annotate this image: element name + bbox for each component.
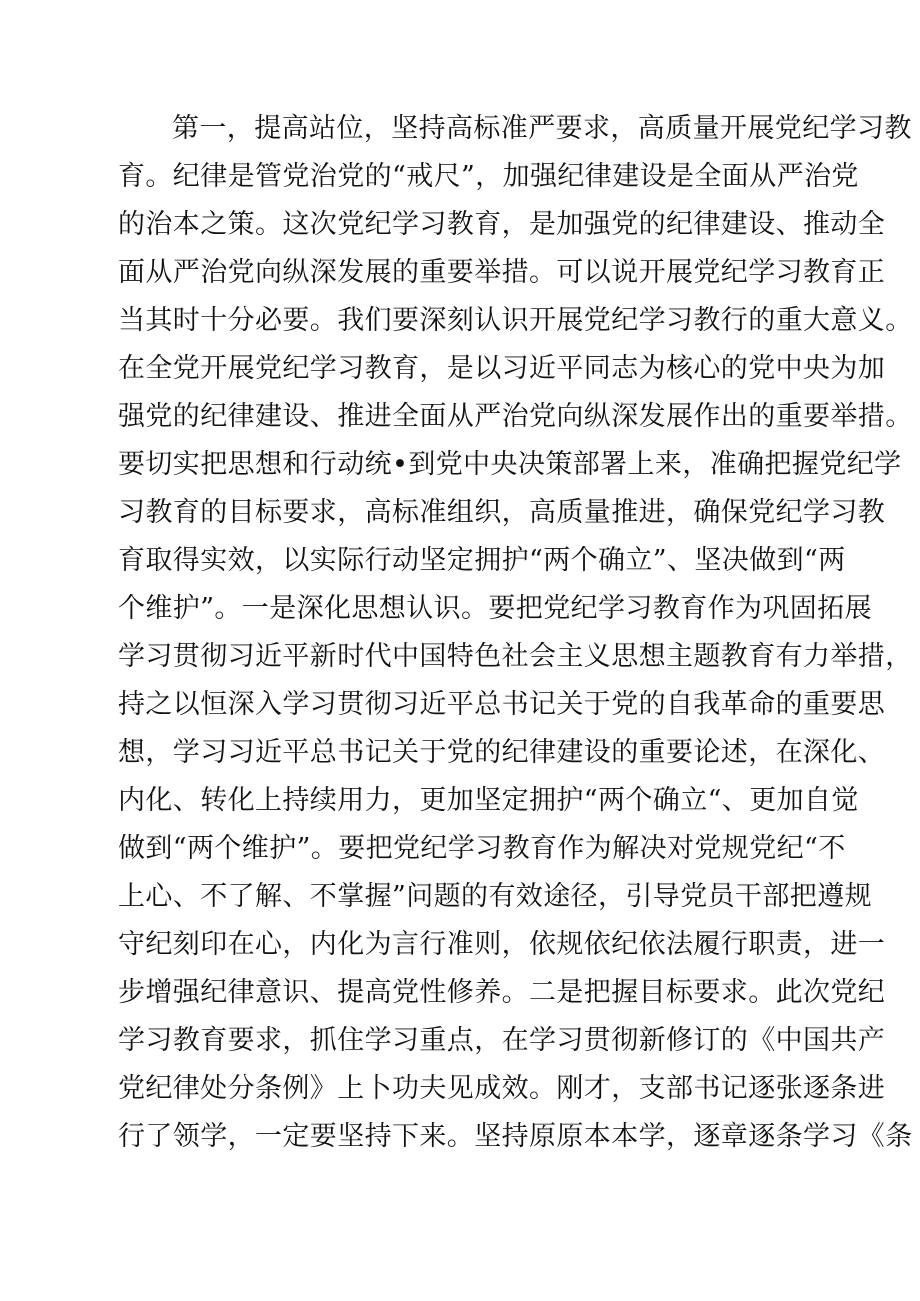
paragraph-line-20: 学习教育要求，抓住学习重点，在学习贯彻新修订的《中国共产 <box>118 1025 886 1056</box>
paragraph-line-8: 要切实把思想和行动统•到党中央决策部署上来，准确把握党纪学 <box>118 449 902 480</box>
paragraph-line-6: 在全党开展党纪学习教育，是以习近平同志为核心的党中央为加 <box>118 353 886 384</box>
paragraph-line-5: 当其时十分必要。我们要深刻认识开展党纪学习教行的重大意义。 <box>118 305 913 336</box>
paragraph-line-17: 上心、不了解、不掌握”问题的有效途径，引导党员干部把遵规 <box>118 881 873 912</box>
paragraph-line-4: 面从严治党向纵深发展的重要举措。可以说开展党纪学习教育正 <box>118 257 886 288</box>
paragraph-line-15: 内化、转化上持续用力，更加坚定拥护“两个确立“、更加自觉 <box>118 785 859 816</box>
paragraph-line-7: 强党的纪律建设、推进全面从严治党向纵深发展作出的重要举措。 <box>118 401 913 432</box>
paragraph-line-1: 第一，提高站位，坚持高标准严要求，高质量开展党纪学习教 <box>172 113 912 144</box>
paragraph-line-11: 个维护”。一是深化思想认识。要把党纪学习教育作为巩固拓展 <box>118 593 873 624</box>
paragraph-line-18: 守纪刻印在心，内化为言行准则，依规依纪依法履行职责，进一 <box>118 929 886 960</box>
paragraph-line-22: 行了领学，一定要坚持下来。坚持原原本本学，逐章逐条学习《条 <box>118 1121 913 1152</box>
paragraph-line-9: 习教育的目标要求，高标准组织，高质量推进，确保党纪学习教 <box>118 497 886 528</box>
paragraph-line-13: 持之以恒深入学习贯彻习近平总书记关于党的自我革命的重要思 <box>118 689 886 720</box>
paragraph-line-21: 党纪律处分条例》上卜功夫见成效。刚才，支部书记逐张逐条进 <box>118 1073 886 1104</box>
paragraph-line-16: 做到“两个维护”。要把党纪学习教育作为解决对党规党纪“不 <box>118 833 846 864</box>
paragraph-line-3: 的治本之策。这次党纪学习教育，是加强党的纪律建设、推动全 <box>118 209 886 240</box>
paragraph-line-19: 步增强纪律意识、提高党性修养。二是把握目标要求。此次党纪 <box>118 977 886 1008</box>
paragraph-line-10: 育取得实效，以实际行动坚定拥护“两个确立”、坚决做到“两 <box>118 545 846 576</box>
paragraph-line-12: 学习贯彻习近平新时代中国特色社会主义思想主题教育有力举措， <box>118 641 913 672</box>
paragraph-line-14: 想，学习习近平总书记关于党的纪律建设的重要论述，在深化、 <box>118 737 886 768</box>
paragraph-line-2: 育。纪律是管党治党的“戒尺”，加强纪律建设是全面从严治党 <box>118 161 859 192</box>
